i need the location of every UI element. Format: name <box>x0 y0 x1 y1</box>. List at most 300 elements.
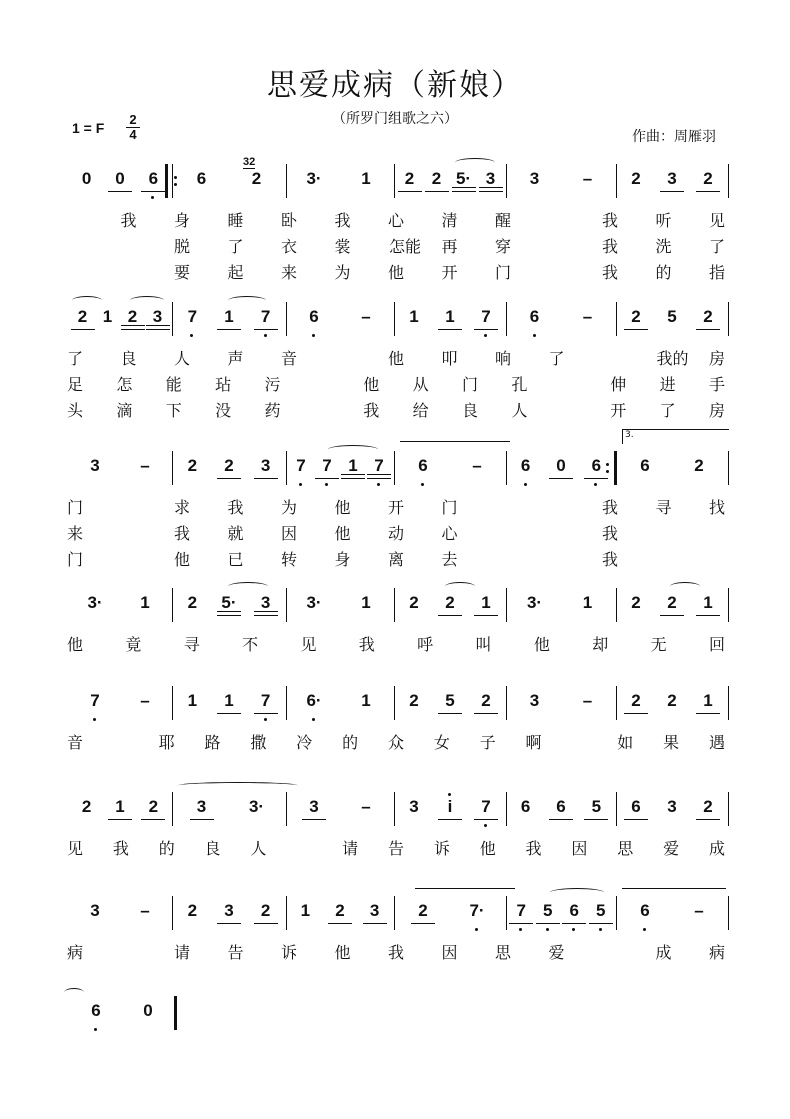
note: 2 <box>699 168 717 190</box>
lyric-syllable: 寻 <box>183 635 200 654</box>
volta-bracket: 3. <box>622 429 729 444</box>
lyric-syllable: 他 <box>66 635 83 654</box>
barline <box>286 451 287 485</box>
note: 3 <box>663 168 681 190</box>
barline <box>616 686 617 720</box>
lyric-syllable: 衣 <box>280 237 297 256</box>
lyric-syllable: 啊 <box>525 733 542 752</box>
measure <box>618 306 726 328</box>
lyric-syllable: 我的 <box>656 349 689 368</box>
measure <box>396 306 504 328</box>
note: 3 <box>409 797 419 816</box>
measure <box>618 592 726 614</box>
lyric-syllable: 我 <box>601 211 618 230</box>
note: 3 <box>257 592 275 614</box>
lyric-syllable: 却 <box>592 635 609 654</box>
note: 1 <box>102 307 113 326</box>
note: 2 <box>331 900 349 922</box>
note: – <box>694 901 704 920</box>
measure <box>174 690 284 712</box>
measure <box>288 592 392 614</box>
lyric-syllable: 诉 <box>280 943 297 962</box>
lyric-syllable: 心 <box>441 524 458 543</box>
lyric-syllable: 起 <box>227 263 244 282</box>
measure <box>508 306 614 328</box>
lyrics-verse-3 <box>0 398 790 422</box>
lyric-syllable: 人 <box>250 839 267 858</box>
measure <box>70 796 170 818</box>
note: 3· <box>306 169 322 188</box>
lyric-syllable: 他 <box>363 375 380 394</box>
barline <box>174 996 177 1030</box>
measure <box>618 690 726 712</box>
lyric-syllable: 我 <box>363 401 380 420</box>
measure <box>288 690 392 712</box>
lyric-syllable: 为 <box>280 498 297 517</box>
lyric-syllable: 我 <box>601 263 618 282</box>
note: 2 <box>414 900 432 922</box>
lyric-syllable: 我 <box>358 635 375 654</box>
lyric-syllable: 洗 <box>655 237 672 256</box>
measure <box>288 796 392 818</box>
lyric-syllable: 我 <box>387 943 404 962</box>
lyric-syllable: 就 <box>227 524 244 543</box>
measure <box>70 455 170 477</box>
lyric-syllable: 下 <box>165 401 182 420</box>
grace-note: 32 <box>243 156 256 168</box>
barline <box>172 451 173 485</box>
barline <box>394 686 395 720</box>
barline <box>172 686 173 720</box>
lyric-syllable: 已 <box>227 550 244 569</box>
note: 2 <box>699 306 717 328</box>
note: 5 <box>592 900 610 922</box>
measure <box>174 455 284 477</box>
lyrics-verse-2 <box>0 234 790 258</box>
lyric-syllable: 我 <box>173 524 190 543</box>
time-signature <box>126 114 140 141</box>
barline <box>616 896 617 930</box>
repeat-start-dots <box>174 172 177 190</box>
lyric-syllable: 指 <box>708 263 725 282</box>
lyric-syllable: 门 <box>66 498 83 517</box>
measure <box>288 306 392 328</box>
lyric-syllable: 了 <box>708 237 725 256</box>
slur <box>415 888 515 895</box>
lyric-syllable: 告 <box>387 839 404 858</box>
lyric-syllable: 诉 <box>433 839 450 858</box>
barline <box>506 164 507 198</box>
lyrics-verse-1 <box>0 346 790 370</box>
lyric-syllable: 能 <box>165 375 182 394</box>
measure <box>618 900 726 922</box>
note: 3 <box>529 169 540 188</box>
lyric-syllable: 病 <box>708 943 725 962</box>
lyric-syllable: 离 <box>387 550 404 569</box>
repeat-start-bar <box>165 164 168 198</box>
lyric-syllable: 子 <box>479 733 496 752</box>
note: 7· <box>469 901 485 920</box>
slur <box>328 445 378 454</box>
measure <box>508 455 614 477</box>
note: 5 <box>539 900 557 922</box>
lyric-syllable: 穿 <box>494 237 511 256</box>
note: 6 <box>414 455 432 477</box>
lyric-syllable: 女 <box>433 733 450 752</box>
note: 3· <box>526 593 543 612</box>
lyric-syllable: 病 <box>66 943 83 962</box>
lyrics-verse-3 <box>0 260 790 284</box>
note: 7 <box>318 455 336 477</box>
measure <box>288 900 392 922</box>
barline <box>506 792 507 826</box>
slur <box>455 158 495 167</box>
lyric-syllable: 清 <box>441 211 458 230</box>
lyric-syllable: 果 <box>663 733 680 752</box>
note: i <box>441 796 459 818</box>
measure <box>70 1000 174 1022</box>
barline <box>616 164 617 198</box>
note: 7 <box>257 690 275 712</box>
note: 6 <box>520 797 531 816</box>
barline <box>286 686 287 720</box>
lyric-syllable: 的 <box>655 263 672 282</box>
barline <box>286 896 287 930</box>
lyric-syllable: 房 <box>708 401 725 420</box>
note: – <box>140 691 150 710</box>
lyric-syllable: 叫 <box>475 635 492 654</box>
repeat-end-dots <box>606 459 609 477</box>
note: 5· <box>221 593 237 612</box>
note: 3 <box>529 691 540 710</box>
barline <box>506 896 507 930</box>
lyric-syllable: 怎能 <box>388 237 421 256</box>
lyric-syllable: 门 <box>494 263 511 282</box>
lyric-syllable: 见 <box>300 635 317 654</box>
note: 1 <box>361 169 371 188</box>
measure <box>508 168 614 190</box>
note: 3 <box>305 796 323 818</box>
note: 3 <box>149 306 167 328</box>
note: 6 <box>636 900 654 922</box>
lyric-syllable: 成 <box>708 839 725 858</box>
note: 0 <box>143 1001 153 1020</box>
barline <box>172 302 173 336</box>
lyric-syllable: 身 <box>334 550 351 569</box>
measure <box>174 796 284 818</box>
measure <box>508 900 614 922</box>
slur <box>670 582 700 591</box>
note: – <box>140 901 150 920</box>
lyric-syllable: 冷 <box>296 733 313 752</box>
lyric-syllable: 了 <box>659 401 676 420</box>
measure <box>70 900 170 922</box>
key-signature: 1 = F <box>72 120 105 136</box>
measure <box>396 168 504 190</box>
slur <box>445 582 475 591</box>
lyric-syllable: 了 <box>227 237 244 256</box>
lyric-syllable: 门 <box>462 375 479 394</box>
lyric-syllable: 的 <box>342 733 359 752</box>
note: 2 <box>144 796 162 818</box>
note: 7 <box>512 900 530 922</box>
note: 2 <box>694 456 704 475</box>
lyric-syllable: 无 <box>650 635 667 654</box>
note: 3 <box>90 456 100 475</box>
lyric-syllable: 手 <box>708 375 725 394</box>
lyric-syllable: 见 <box>66 839 83 858</box>
barline <box>286 302 287 336</box>
note: 1 <box>361 691 371 710</box>
lyric-syllable: 不 <box>242 635 259 654</box>
slur <box>228 296 266 305</box>
note: 2 <box>124 306 142 328</box>
note: – <box>582 169 593 188</box>
lyric-syllable: 寻 <box>655 498 672 517</box>
note: 2 <box>257 900 275 922</box>
lyric-syllable: 伸 <box>610 375 627 394</box>
measure <box>618 796 726 818</box>
lyric-syllable: 怎 <box>116 375 133 394</box>
note: 6 <box>587 455 605 477</box>
lyric-syllable: 听 <box>655 211 672 230</box>
lyrics-verse-1 <box>0 632 790 656</box>
lyric-syllable: 他 <box>334 524 351 543</box>
barline <box>728 686 729 720</box>
lyric-syllable: 人 <box>511 401 528 420</box>
lyric-syllable: 如 <box>617 733 634 752</box>
measure <box>70 306 170 328</box>
lyric-syllable: 足 <box>66 375 83 394</box>
note: – <box>472 456 482 475</box>
note: 0 <box>81 169 92 188</box>
lyric-syllable: 思 <box>617 839 634 858</box>
lyric-syllable: 我 <box>601 550 618 569</box>
note: 2 <box>627 306 645 328</box>
lyric-syllable: 开 <box>610 401 627 420</box>
lyric-syllable: 我 <box>525 839 542 858</box>
lyric-syllable: 他 <box>173 550 190 569</box>
measure <box>508 592 614 614</box>
note: 0 <box>111 168 129 190</box>
note: 2 <box>187 901 198 920</box>
barline <box>394 302 395 336</box>
note: 7 <box>477 796 495 818</box>
lyric-syllable: 他 <box>479 839 496 858</box>
lyric-syllable: 众 <box>387 733 404 752</box>
song-subtitle: （所罗门组歌之六） <box>332 111 458 127</box>
lyric-syllable: 药 <box>264 401 281 420</box>
composer-credit: 作曲：周雁羽 <box>632 129 716 145</box>
barline <box>728 451 729 485</box>
lyric-syllable: 因 <box>571 839 588 858</box>
lyric-syllable: 来 <box>66 524 83 543</box>
lyric-syllable: 因 <box>441 943 458 962</box>
note: 2 <box>401 168 419 190</box>
lyric-syllable: 来 <box>280 263 297 282</box>
note: 7 <box>292 455 310 477</box>
barline <box>728 302 729 336</box>
note: 3 <box>482 168 500 190</box>
barline <box>506 588 507 622</box>
note: 3 <box>90 901 100 920</box>
measure <box>396 455 504 477</box>
note: 2 <box>81 797 92 816</box>
lyric-syllable: 玷 <box>215 375 232 394</box>
note: 3· <box>87 593 103 612</box>
lyric-syllable: 告 <box>227 943 244 962</box>
lyric-syllable: 路 <box>204 733 221 752</box>
barline <box>172 896 173 930</box>
note: 1 <box>699 592 717 614</box>
lyric-syllable: 我 <box>334 211 351 230</box>
note: 2 <box>428 168 446 190</box>
lyric-syllable: 睡 <box>227 211 244 230</box>
lyrics-verse-1 <box>0 940 790 964</box>
lyric-syllable: 了 <box>66 349 83 368</box>
slur <box>64 988 84 997</box>
slur <box>550 888 604 897</box>
note: 1 <box>220 690 238 712</box>
measure <box>618 455 726 477</box>
lyric-syllable: 回 <box>708 635 725 654</box>
note: 5· <box>455 169 472 188</box>
note: 1 <box>477 592 495 614</box>
lyric-syllable: 脱 <box>173 237 190 256</box>
lyrics-verse-3 <box>0 547 790 571</box>
barline <box>728 792 729 826</box>
slur <box>622 888 726 895</box>
note: 2 <box>477 690 495 712</box>
note: 1 <box>220 306 238 328</box>
note: 1 <box>344 455 362 477</box>
note: 2 <box>627 690 645 712</box>
lyric-syllable: 我 <box>227 498 244 517</box>
lyric-syllable: 去 <box>441 550 458 569</box>
lyrics-verse-1 <box>0 836 790 860</box>
note: 2 <box>631 169 641 188</box>
slur <box>178 782 298 789</box>
note: 6 <box>305 306 323 328</box>
lyric-syllable: 身 <box>173 211 190 230</box>
measure <box>174 900 284 922</box>
lyric-syllable: 竟 <box>125 635 142 654</box>
measure <box>396 592 504 614</box>
barline <box>394 896 395 930</box>
lyrics-verse-2 <box>0 521 790 545</box>
lyric-syllable: 人 <box>173 349 190 368</box>
note: 1 <box>300 901 311 920</box>
lyric-syllable: 门 <box>441 498 458 517</box>
barline <box>506 302 507 336</box>
lyric-syllable: 声 <box>227 349 244 368</box>
lyrics-verse-1 <box>0 208 790 232</box>
lyric-syllable: 进 <box>659 375 676 394</box>
lyric-syllable: 音 <box>66 733 83 752</box>
lyrics-verse-1 <box>0 730 790 754</box>
measure <box>70 592 170 614</box>
note: 2 <box>409 593 419 612</box>
note: 6 <box>627 796 645 818</box>
barline <box>616 302 617 336</box>
measure <box>174 168 284 190</box>
lyric-syllable: 音 <box>280 349 297 368</box>
measure <box>288 455 392 477</box>
note: 6 <box>526 306 544 328</box>
note: 3 <box>257 455 275 477</box>
lyric-syllable: 心 <box>387 211 404 230</box>
barline <box>616 588 617 622</box>
lyrics-verse-1 <box>0 1040 790 1064</box>
measure <box>174 306 284 328</box>
lyric-syllable: 求 <box>173 498 190 517</box>
note: 5 <box>587 796 605 818</box>
lyric-syllable: 他 <box>387 349 404 368</box>
barline <box>506 451 507 485</box>
note: 7 <box>477 306 495 328</box>
note: – <box>582 691 593 710</box>
lyric-syllable: 头 <box>66 401 83 420</box>
measure <box>508 796 614 818</box>
note: 3 <box>220 900 238 922</box>
lyric-syllable: 我 <box>601 524 618 543</box>
lyric-syllable: 良 <box>204 839 221 858</box>
lyric-syllable: 他 <box>334 943 351 962</box>
measure <box>174 592 284 614</box>
lyric-syllable: 卧 <box>280 211 297 230</box>
note: 2 <box>409 691 419 710</box>
lyric-syllable: 转 <box>280 550 297 569</box>
note: 1 <box>140 593 150 612</box>
note: 1 <box>187 691 198 710</box>
lyric-syllable: 为 <box>334 263 351 282</box>
note: 1 <box>441 306 459 328</box>
barline <box>394 588 395 622</box>
lyric-syllable: 他 <box>387 263 404 282</box>
note: 5 <box>441 690 459 712</box>
lyric-syllable: 再 <box>441 237 458 256</box>
note: 6 <box>196 169 207 188</box>
barline <box>286 164 287 198</box>
song-title: 思爱成病（新娘） <box>267 68 523 103</box>
note: – <box>361 797 371 816</box>
lyric-syllable: 我 <box>601 498 618 517</box>
lyric-syllable: 耶 <box>158 733 175 752</box>
lyric-syllable: 他 <box>334 498 351 517</box>
barline <box>728 164 729 198</box>
lyric-syllable: 因 <box>280 524 297 543</box>
slur <box>228 582 268 591</box>
lyric-syllable: 撒 <box>250 733 267 752</box>
repeat-end-bar <box>614 451 617 485</box>
note: 2 <box>187 456 198 475</box>
lyric-syllable: 他 <box>533 635 550 654</box>
barline <box>728 896 729 930</box>
barline <box>394 164 395 198</box>
measure <box>288 168 392 190</box>
lyric-syllable: 从 <box>412 375 429 394</box>
lyric-syllable: 了 <box>548 349 565 368</box>
lyric-syllable: 遇 <box>708 733 725 752</box>
measure <box>396 900 504 922</box>
note: – <box>140 456 150 475</box>
lyric-syllable: 我 <box>112 839 129 858</box>
note: 7 <box>183 306 201 328</box>
note: 2 <box>699 796 717 818</box>
barline <box>172 588 173 622</box>
note: 7 <box>257 306 275 328</box>
barline <box>728 588 729 622</box>
